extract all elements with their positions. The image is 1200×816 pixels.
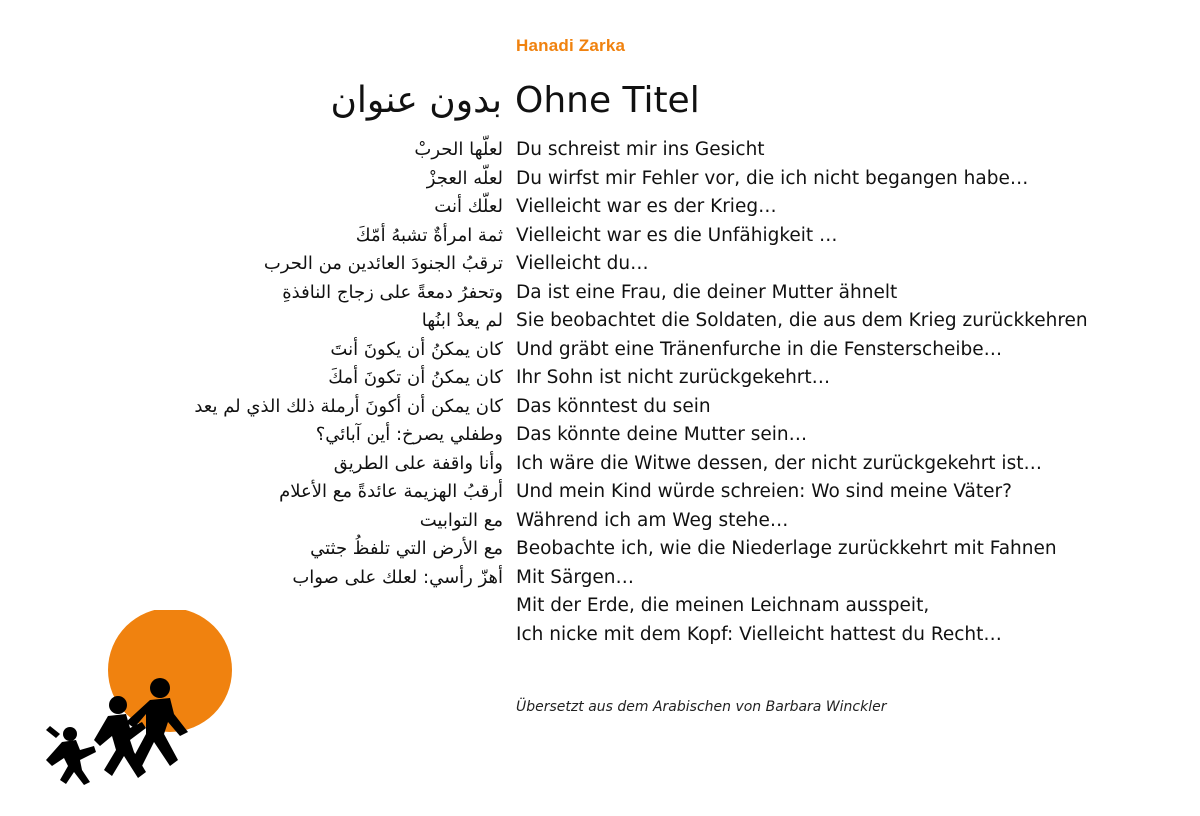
poem-line-arabic: أرقبُ الهزيمة عائدةً مع الأعلام [279,481,503,502]
poem-line-german: Da ist eine Frau, die deiner Mutter ähnelt [516,281,898,303]
poem-line-german: Ihr Sohn ist nicht zurückgekehrt… [516,367,831,388]
poem-title-arabic: بدون عنوان [330,80,502,121]
poem-line-arabic: وتحفرُ دمعةً على زجاج النافذةِ [282,281,503,303]
poem-line-german: Und mein Kind würde schreien: Wo sind meine Väter? [516,481,1012,502]
poem-line-arabic: ترقبُ الجنودَ العائدين من الحرب [263,253,503,274]
poem-line-arabic: مع التوابيت [419,509,503,531]
poem-line-german: Sie beobachtet die Soldaten, die aus dem Krieg zurückkehren [516,310,1088,331]
poem-line-german: Du wirfst mir Fehler vor, die ich nicht begangen habe… [516,167,1029,189]
author-name: Hanadi Zarka [516,36,626,55]
poem-line-arabic: وأنا واقفة على الطريق [333,452,503,474]
poem-line-german: Vielleicht war es der Krieg… [516,196,777,217]
poem-line-german: Während ich am Weg stehe… [516,509,789,531]
poem-line-german: Vielleicht du… [516,253,649,274]
poem-line-german: Beobachte ich, wie die Niederlage zurückkehrt mit Fahnen [516,538,1057,559]
poem-line-german: Ich wäre die Witwe dessen, der nicht zurückgekehrt ist… [516,452,1042,474]
poem-line-arabic: لعلّها الحربْ [414,139,503,160]
poem-line-german: Das könnte deine Mutter sein… [516,424,808,445]
poem-line-german: Ich nicke mit dem Kopf: Vielleicht hattest du Recht… [516,623,1002,645]
poem-line-arabic: كان يمكن أن أكونَ أرملة ذلك الذي لم يعد [194,395,503,417]
poem-line-german: Und gräbt eine Tränenfurche in die Fensterscheibe… [516,338,1003,360]
poem-line-german: Mit Särgen… [516,566,634,588]
poem-line-arabic: كان يمكنُ أن تكونَ أمكَ [328,367,503,388]
poem-line-arabic: كان يمكنُ أن يكونَ أنتَ [330,338,503,360]
poem-line-arabic: لعلّه العجزْ [426,167,503,189]
poem-line-arabic: مع الأرض التي تلفظُ جثتي [310,538,503,559]
poem-arabic [194,136,503,592]
poem-line-german: Du schreist mir ins Gesicht [516,139,765,160]
poem-line-arabic: أهزّ رأسي: لعلك على صواب [292,566,503,588]
poem-line-german: Vielleicht war es die Unfähigkeit … [516,224,838,246]
poem-line-german: Das könntest du sein [516,395,711,417]
poem-line-arabic: لم يعدْ ابنُها [421,310,503,331]
poem-line-arabic: ثمة امرأةٌ تشبهُ أمّكَ [355,224,503,246]
fleeing-family-sun-icon [38,610,238,785]
poem-line-arabic: وطفلي يصرخ: أين آبائي؟ [315,424,503,445]
poem-line-arabic: لعلّك أنت [434,196,503,217]
poem-line-german: Mit der Erde, die meinen Leichnam ausspeit, [516,595,930,616]
translator-credit: Übersetzt aus dem Arabischen von Barbara Winckler [516,699,887,715]
poem-title-german: Ohne Titel [515,80,700,121]
poem-german [516,136,1088,649]
